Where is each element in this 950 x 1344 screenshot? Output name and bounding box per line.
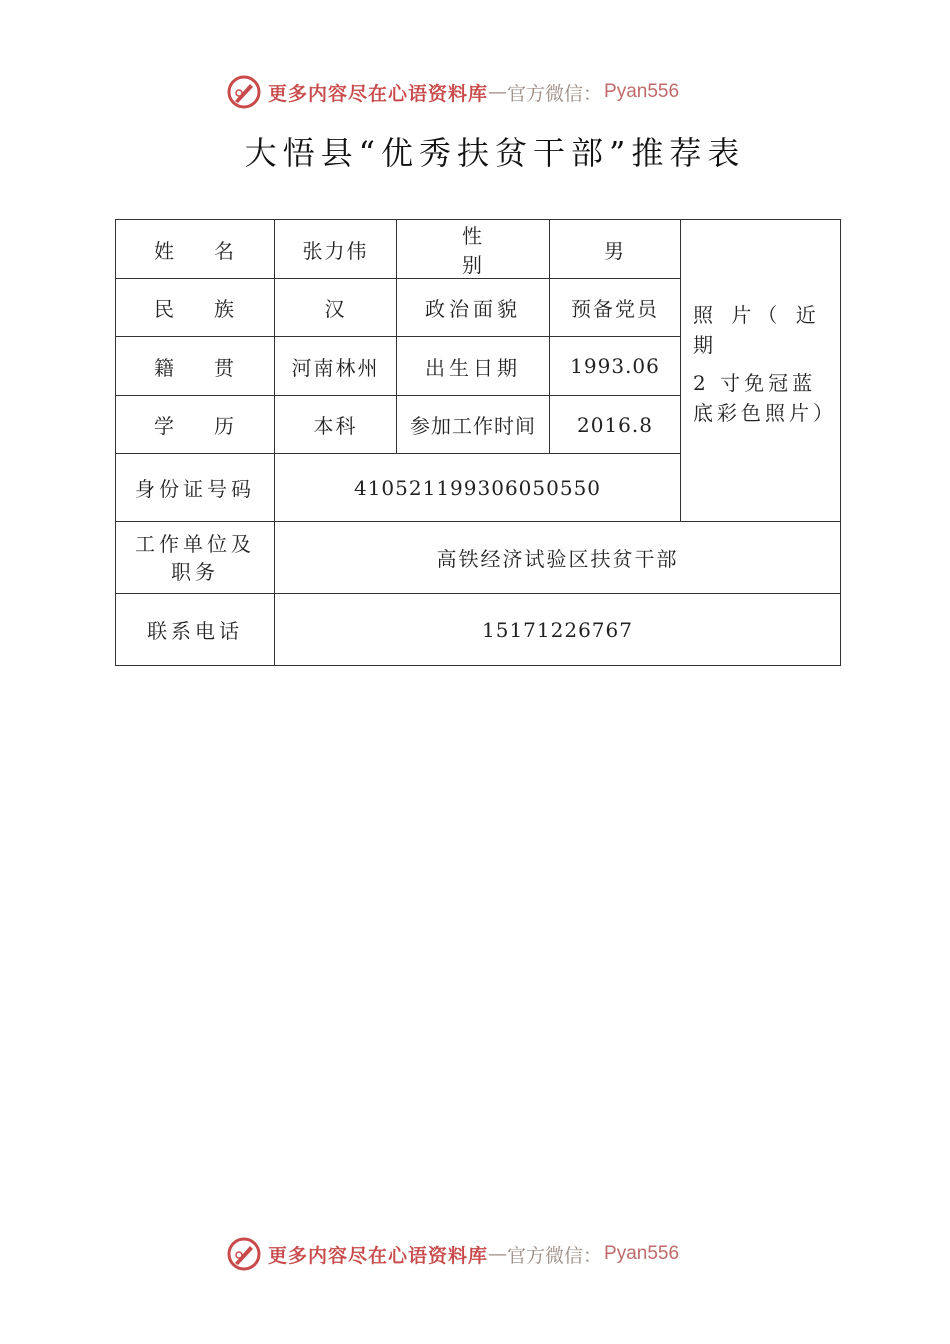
watermark-text: 更多内容尽在心语资料库 (268, 82, 489, 105)
photo-caption-line1: 照 片（ 近期 (693, 303, 822, 357)
watermark-wechat-label: 官方微信： (507, 1244, 603, 1267)
birth-label: 出生日期 (397, 337, 550, 396)
unit-label (116, 522, 275, 594)
phone-value: 15171226767 (275, 594, 841, 666)
name-label: 姓名 (116, 220, 275, 279)
unit-label-line1: 工作单位及 (135, 531, 255, 556)
top-watermark-banner (0, 72, 950, 112)
name-value: 张力伟 (275, 220, 397, 279)
native-label: 籍贯 (116, 337, 275, 396)
form-row-name (116, 220, 841, 279)
political-value: 预备党员 (550, 279, 681, 337)
recommendation-form-table (115, 219, 841, 666)
native-value: 河南林州 (275, 337, 397, 396)
watermark-dash: — (488, 81, 508, 103)
watermark-wechat-id: Pyan556 (604, 81, 680, 102)
watermark-dash: — (488, 1243, 508, 1265)
gender-value: 男 (550, 220, 681, 279)
education-value: 本科 (275, 396, 397, 454)
birth-value: 1993.06 (550, 337, 681, 396)
political-label: 政治面貌 (397, 279, 550, 337)
bottom-watermark-banner (0, 1234, 950, 1274)
work-start-value: 2016.8 (550, 396, 681, 454)
unit-value: 高铁经济试验区扶贫干部 (275, 522, 841, 594)
watermark-wechat-label: 官方微信： (507, 82, 603, 105)
unit-label-line2: 职务 (171, 559, 219, 584)
watermark-wechat-id: Pyan556 (604, 1243, 680, 1264)
form-row-phone (116, 594, 841, 666)
ethnicity-label: 民族 (116, 279, 275, 337)
document-title: 大悟县“优秀扶贫干部”推荐表 (244, 134, 746, 172)
education-label: 学历 (116, 396, 275, 454)
ethnicity-value: 汉 (275, 279, 397, 337)
photo-caption-line2: 2 寸免冠蓝底彩色照片） (693, 371, 837, 425)
form-row-unit (116, 522, 841, 594)
gender-label: 性别 (397, 220, 550, 279)
phone-label: 联系电话 (116, 594, 275, 666)
work-start-label: 参加工作时间 (397, 396, 550, 454)
photo-placeholder (681, 220, 841, 522)
watermark-text: 更多内容尽在心语资料库 (268, 1244, 489, 1267)
quill-logo-icon (226, 74, 262, 110)
quill-logo-icon (226, 1236, 262, 1272)
id-label: 身份证号码 (116, 454, 275, 522)
id-value: 410521199306050550 (275, 454, 681, 522)
